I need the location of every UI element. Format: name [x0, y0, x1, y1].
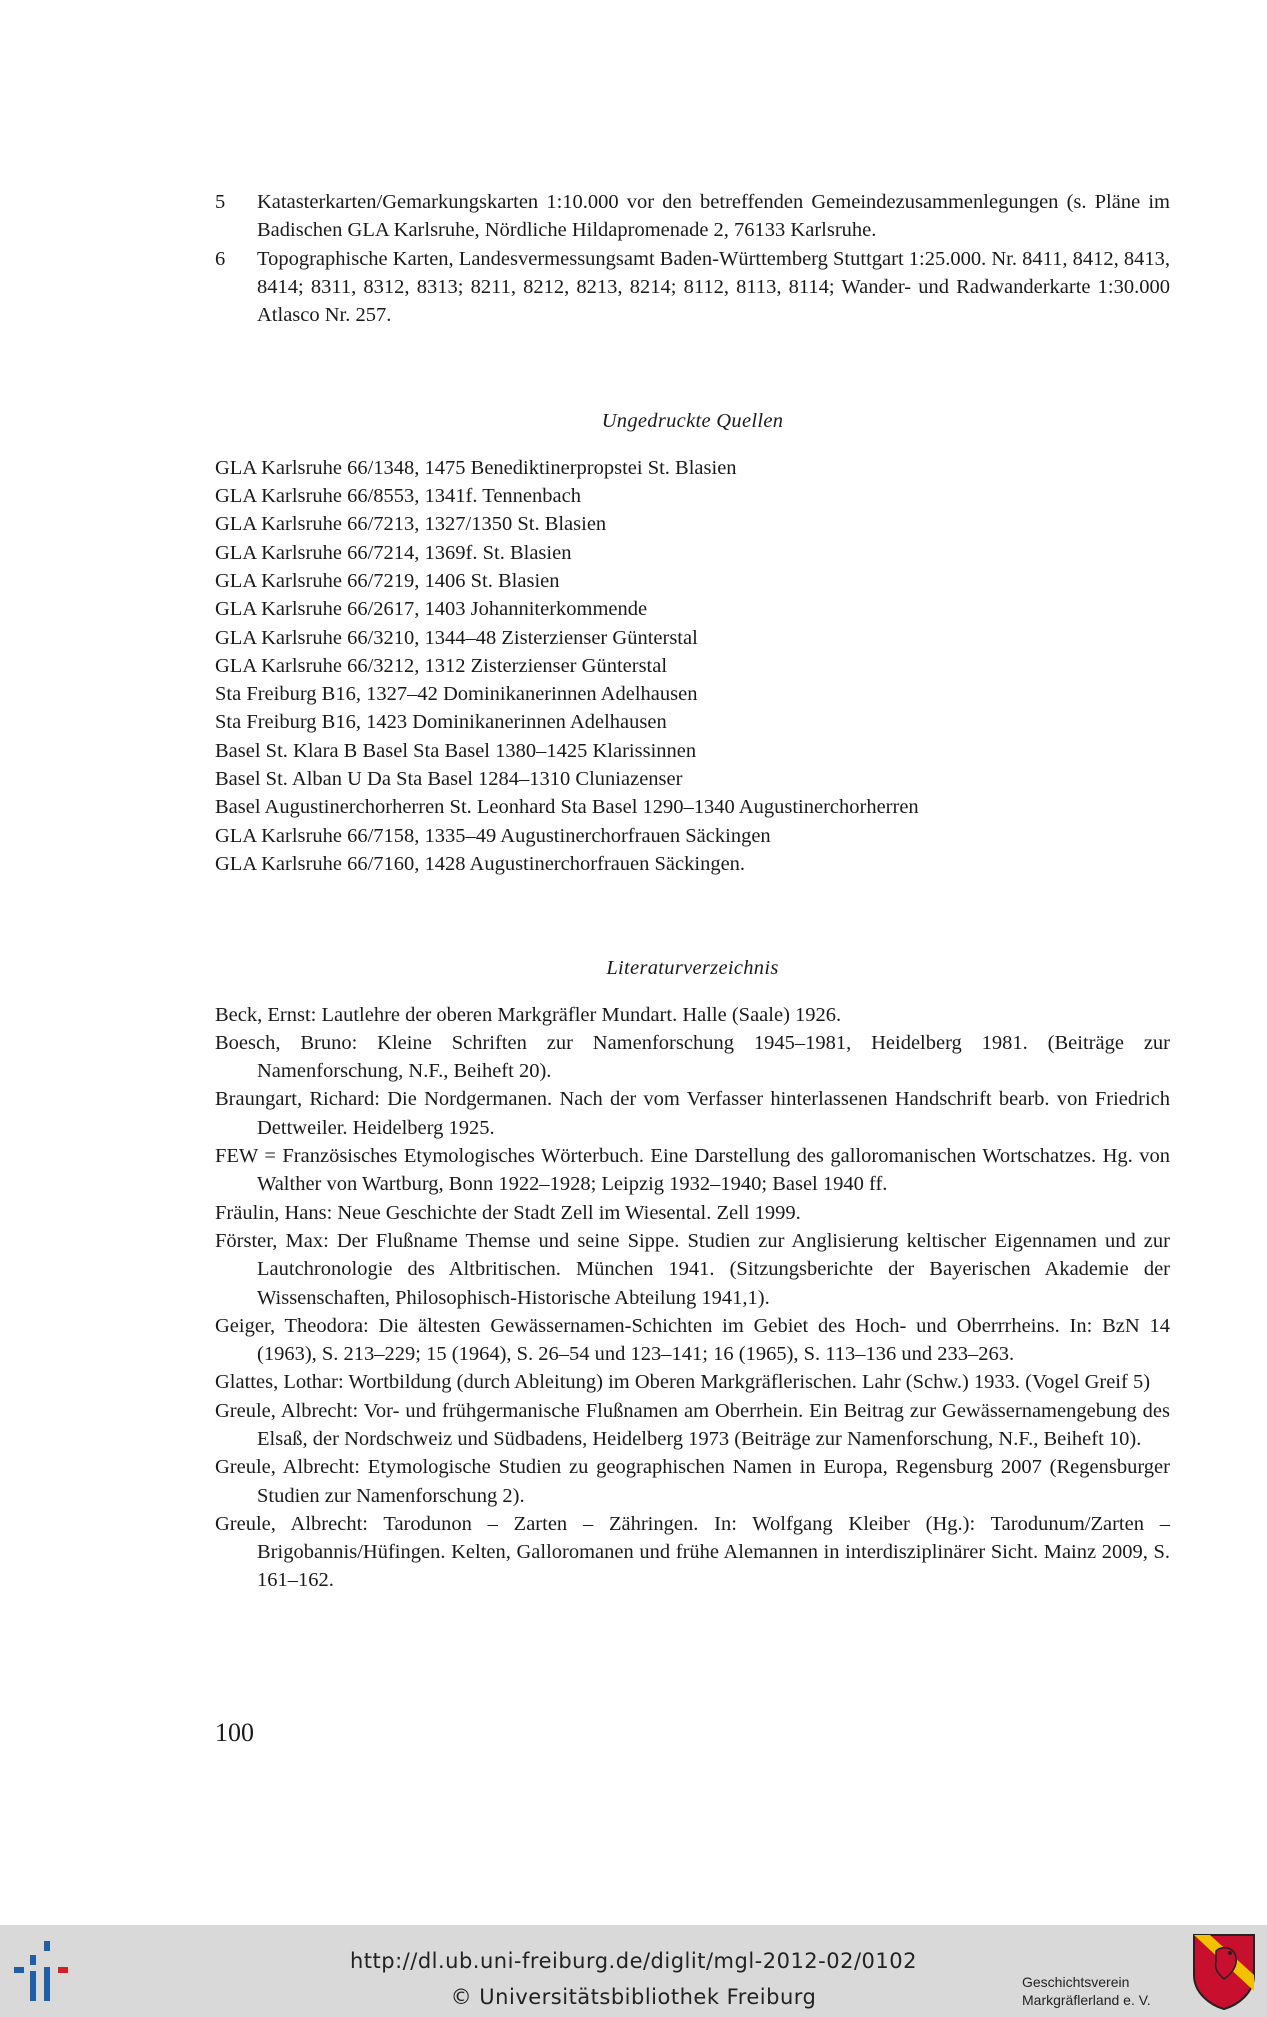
document-url-link[interactable]: http://dl.ub.uni-freiburg.de/diglit/mgl-2012-02/0102 [349, 1949, 917, 1973]
society-line-1: Geschichtsverein [1022, 1974, 1130, 1990]
literature-entry: Förster, Max: Der Flußname Themse und seine Sippe. Studien zur Anglisierung keltischer Eigennamen und zur Lautchronologie des Altbritischen. München 1941. (Sitzungsberichte der Bayerischen Akademie der Wissenschaften, Philosophisch-Historische Abteilung 1941,1). [215, 1229, 1170, 1309]
literature-entry: Braungart, Richard: Die Nordgermanen. Nach der vom Verfasser hinterlassenen Handschrift bearb. von Friedrich Dettweiler. Heidelberg 1925. [215, 1088, 1170, 1139]
source-entry: Basel Augustinerchorherren St. Leonhard Sta Basel 1290–1340 Augustinerchorherren [215, 796, 919, 819]
literature-list [215, 1001, 1170, 1595]
footnote [215, 188, 1170, 245]
page-content [215, 188, 1170, 1595]
literature-entry: Greule, Albrecht: Tarodunon – Zarten – Zähringen. In: Wolfgang Kleiber (Hg.): Tarodunum/Zarten – Brigobannis/Hüfingen. Kelten, Galloromanen und frühe Alemannen in interdisziplinärer Sicht. Mainz 2009, S. 161–162. [215, 1512, 1170, 1592]
source-entry: GLA Karlsruhe 66/1348, 1475 Benediktinerpropstei St. Blasien [215, 456, 737, 479]
source-entry: GLA Karlsruhe 66/3212, 1312 Zisterzienser Günterstal [215, 654, 668, 677]
literature-entry: Glattes, Lothar: Wortbildung (durch Ableitung) im Oberen Markgräflerischen. Lahr (Schw.) 1933. (Vogel Greif 5) [215, 1371, 1151, 1394]
footnote [215, 245, 1170, 330]
copyright-text: © Universitätsbibliothek Freiburg [450, 1985, 817, 2009]
footnote-text: Katasterkarten/Gemarkungskarten 1:10.000 vor den betreffenden Gemeindezusammenlegungen (s. Pläne im Badischen GLA Karlsruhe, Nördliche Hildapromenade 2, 76133 Karlsruhe. [257, 191, 1170, 242]
literature-heading: Literaturverzeichnis [606, 957, 779, 980]
society-name [1022, 1973, 1151, 2009]
source-entry: Basel St. Klara B Basel Sta Basel 1380–1425 Klarissinnen [215, 739, 697, 762]
sources-list [215, 454, 1170, 878]
literature-entry: Boesch, Bruno: Kleine Schriften zur Namenforschung 1945–1981, Heidelberg 1981. (Beiträge zur Namenforschung, N.F., Beiheft 20). [215, 1031, 1170, 1083]
coat-of-arms-icon [1190, 1931, 1258, 2011]
footnotes [215, 188, 1170, 329]
footnote-number: 5 [215, 191, 226, 213]
source-entry: GLA Karlsruhe 66/7219, 1406 St. Blasien [215, 569, 560, 592]
source-entry: GLA Karlsruhe 66/7213, 1327/1350 St. Blasien [215, 513, 607, 536]
source-entry: GLA Karlsruhe 66/7214, 1369f. St. Blasien [215, 541, 572, 564]
source-entry: Sta Freiburg B16, 1423 Dominikanerinnen Adelhausen [215, 711, 667, 734]
source-entry: GLA Karlsruhe 66/7160, 1428 Augustinerchorfrauen Säckingen. [215, 852, 746, 875]
source-entry: GLA Karlsruhe 66/8553, 1341f. Tennenbach [215, 485, 581, 508]
literature-entry: Greule, Albrecht: Etymologische Studien zu geographischen Namen in Europa, Regensburg 2007 (Regensburger Studien zur Namenforschung 2). [215, 1456, 1170, 1507]
source-entry: Basel St. Alban U Da Sta Basel 1284–1310 Cluniazenser [215, 768, 683, 791]
society-line-2: Markgräflerland e. V. [1022, 1992, 1151, 2008]
footer-bar [0, 1925, 1267, 2017]
literature-entry: Geiger, Theodora: Die ältesten Gewässernamen-Schichten im Gebiet des Hoch- und Oberrrheins. In: BzN 14 (1963), S. 213–229; 15 (1964), S. 26–54 und 123–141; 16 (1965), S. 113–136 und 233–263. [215, 1314, 1170, 1366]
footnote-number: 6 [215, 247, 226, 270]
sources-heading: Ungedruckte Quellen [601, 410, 784, 433]
literature-entry: FEW = Französisches Etymologisches Wörterbuch. Eine Darstellung des galloromanischen Wortschatzes. Hg. von Walther von Wartburg, Bonn 1922–1928; Leipzig 1932–1940; Basel 1940 ff. [215, 1145, 1170, 1196]
source-entry: GLA Karlsruhe 66/7158, 1335–49 Augustinerchorfrauen Säckingen [215, 824, 771, 847]
source-entry: GLA Karlsruhe 66/3210, 1344–48 Zisterzienser Günterstal [215, 626, 698, 649]
literature-entry: Greule, Albrecht: Vor- und frühgermanische Flußnamen am Oberrhein. Ein Beitrag zur Gewässernamengebung des Elsaß, der Nordschweiz und Südbadens, Heidelberg 1973 (Beiträge zur Namenforschung, N.F., Beiheft 10). [215, 1399, 1170, 1450]
footnote-text: Topographische Karten, Landesvermessungsamt Baden-Württemberg Stuttgart 1:25.000. Nr. 8411, 8412, 8413, 8414; 8311, 8312, 8313; 8211, 8212, 8213, 8214; 8112, 8113, 8114; Wander- und Radwanderkarte 1:30.000 Atlasco Nr. 257. [257, 247, 1170, 327]
literature-entry: Beck, Ernst: Lautlehre der oberen Markgräfler Mundart. Halle (Saale) 1926. [215, 1003, 842, 1026]
source-entry: Sta Freiburg B16, 1327–42 Dominikanerinnen Adelhausen [215, 683, 698, 706]
page-number: 100 [215, 1718, 254, 1747]
source-entry: GLA Karlsruhe 66/2617, 1403 Johanniterkommende [215, 598, 648, 621]
literature-entry: Fräulin, Hans: Neue Geschichte der Stadt Zell im Wiesental. Zell 1999. [215, 1201, 801, 1224]
